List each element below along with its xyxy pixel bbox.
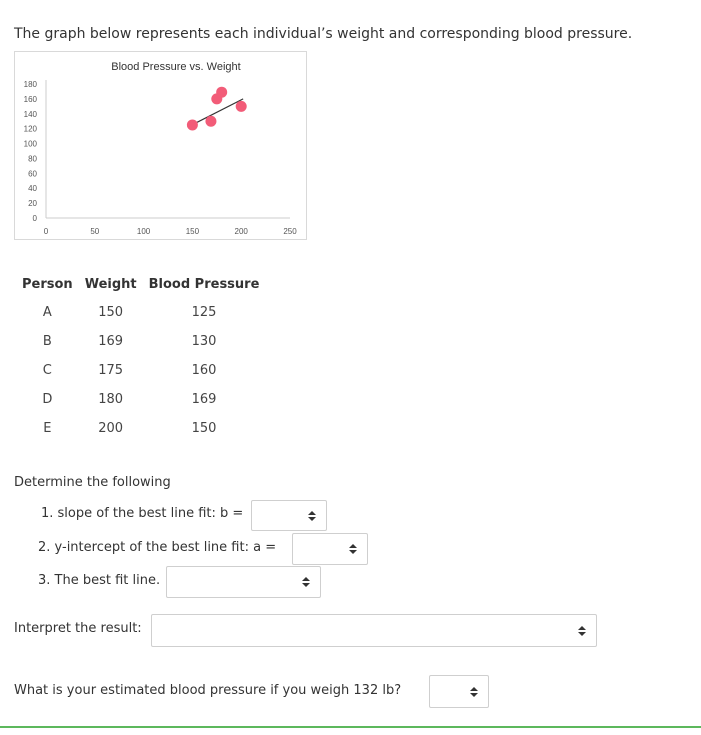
question-slope: 1. slope of the best line fit: b = <box>41 506 244 521</box>
question-intercept: 2. y-intercept of the best line fit: a = <box>38 540 277 555</box>
select-arrows-icon <box>308 511 316 521</box>
best-fit-line-select[interactable] <box>166 566 321 598</box>
bottom-divider <box>0 726 701 728</box>
x-tick-label: 150 <box>185 227 200 236</box>
x-tick-label: 0 <box>43 227 49 236</box>
cell-person: B <box>42 334 52 349</box>
interpret-label: Interpret the result: <box>14 621 142 636</box>
determine-label: Determine the following <box>14 475 171 490</box>
data-point <box>236 101 247 112</box>
y-tick-label: 140 <box>23 109 37 119</box>
select-arrows-icon <box>470 687 478 697</box>
table-row <box>16 385 265 414</box>
cell-bp: 130 <box>191 334 217 349</box>
table-row <box>16 327 265 356</box>
question-best-fit-line: 3. The best fit line. <box>38 573 161 588</box>
table-header-row <box>16 270 265 298</box>
scatter-chart <box>14 51 307 240</box>
y-tick-label: 80 <box>28 154 37 164</box>
data-point <box>216 87 227 98</box>
y-tick-label: 0 <box>32 214 37 223</box>
chart-title: Blood Pressure vs. Weight <box>111 61 241 73</box>
cell-weight: 175 <box>98 363 124 378</box>
data-points <box>187 87 247 131</box>
cell-bp: 160 <box>191 363 217 378</box>
slope-select[interactable] <box>251 500 327 531</box>
x-tick-label: 100 <box>136 227 151 236</box>
y-tick-label: 100 <box>23 139 37 149</box>
y-tick-label: 20 <box>28 199 37 209</box>
chart-svg <box>15 52 308 241</box>
cell-person: A <box>42 305 52 320</box>
cell-bp: 169 <box>191 392 217 407</box>
table-row <box>16 414 265 443</box>
intro-text: The graph below represents each individual’s weight and corresponding blood pressure. <box>14 26 633 42</box>
cell-weight: 200 <box>98 421 124 436</box>
header-blood-pressure: Blood Pressure <box>148 276 260 292</box>
estimate-question: What is your estimated blood pressure if you weigh 132 lb? <box>14 683 402 698</box>
data-point <box>205 116 216 127</box>
interpret-select[interactable] <box>151 614 597 647</box>
data-point <box>187 119 198 130</box>
cell-bp: 150 <box>191 421 217 436</box>
y-tick-labels <box>24 80 38 223</box>
select-arrows-icon <box>302 577 310 587</box>
cell-person: D <box>42 392 53 407</box>
x-tick-labels <box>44 227 297 236</box>
estimate-select[interactable] <box>429 675 489 708</box>
data-table <box>16 270 265 443</box>
x-tick-label: 200 <box>234 227 248 236</box>
table-row <box>16 298 265 327</box>
cell-weight: 180 <box>98 392 124 407</box>
table-row <box>16 356 265 385</box>
select-arrows-icon <box>349 544 357 554</box>
header-weight: Weight <box>84 276 137 292</box>
intercept-select[interactable] <box>292 533 368 565</box>
chart-axes <box>46 80 290 218</box>
cell-person: E <box>43 421 52 436</box>
cell-weight: 150 <box>98 305 124 320</box>
y-tick-label: 120 <box>23 124 37 134</box>
x-tick-label: 250 <box>283 227 297 236</box>
y-tick-label: 180 <box>23 80 37 89</box>
cell-bp: 125 <box>191 305 217 320</box>
y-tick-label: 40 <box>28 184 37 194</box>
x-tick-label: 50 <box>90 227 100 236</box>
y-tick-label: 60 <box>28 169 37 179</box>
cell-weight: 169 <box>98 334 124 349</box>
select-arrows-icon <box>578 626 586 636</box>
y-tick-label: 160 <box>23 94 37 104</box>
header-person: Person <box>22 276 73 292</box>
cell-person: C <box>42 363 52 378</box>
